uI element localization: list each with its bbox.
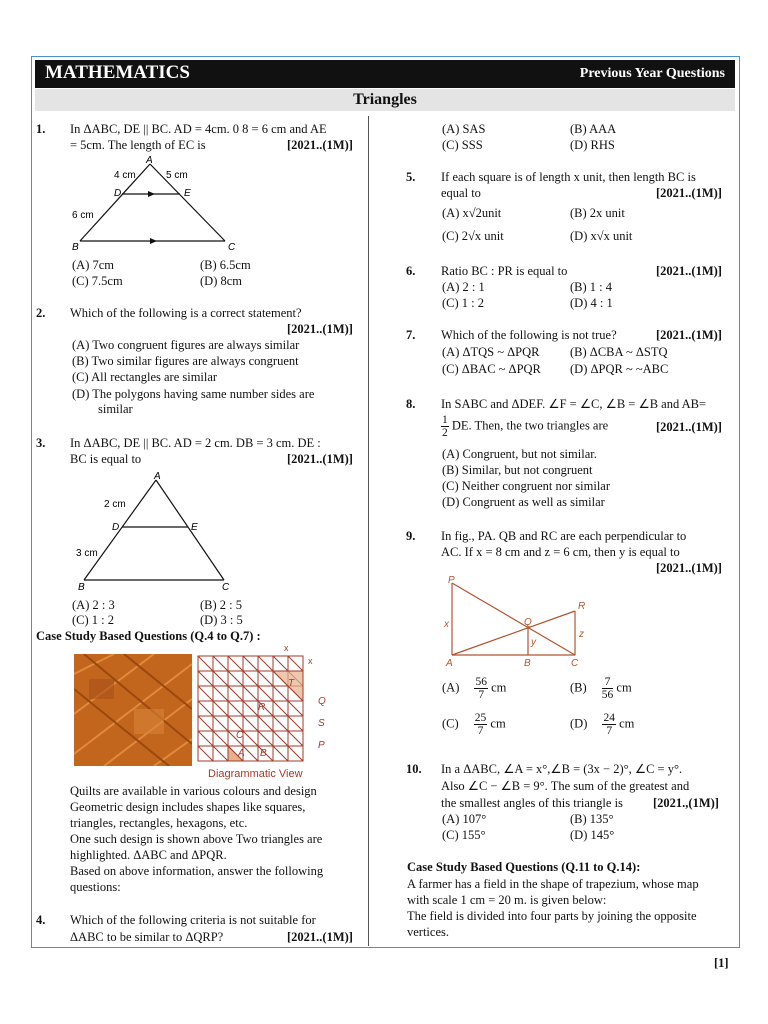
q10-text-line2: Also ∠C − ∠B = 9°. The sum of the greatest and [441, 779, 690, 793]
q9-option-d-denominator: 7 [606, 725, 613, 737]
q4-option-a: (A) SAS [442, 122, 486, 136]
q5-text-line1: If each square is of length x unit, then length BC is [441, 170, 696, 184]
q3-option-b: (B) 2 : 5 [200, 598, 243, 612]
diagram-label-b: B [260, 748, 267, 759]
q1-label-b: B [72, 242, 79, 253]
q7-number: 7. [406, 328, 416, 342]
q9-option-c [442, 712, 506, 737]
q9-label-y: y [531, 637, 536, 648]
diagram-label-q: Q [318, 696, 326, 707]
q1-triangle-figure [70, 154, 250, 256]
q3-label-c: C [222, 582, 230, 593]
chapter-title: Triangles [35, 89, 735, 111]
q2-option-d: (D) The polygons having same number sides are [72, 387, 315, 401]
quilt-diagram [196, 644, 346, 784]
q1-label-c: C [228, 242, 236, 253]
q3-number: 3. [36, 436, 46, 450]
q1-parallel-arrow-icon [150, 238, 157, 244]
header-tag: Previous Year Questions [579, 66, 725, 81]
q2-option-c: (C) All rectangles are similar [72, 370, 218, 384]
q9-option-d-fraction [602, 712, 616, 737]
q7-option-d: (D) ΔPQR ~ ~ABC [570, 362, 669, 376]
q3-label-b: B [78, 582, 85, 593]
q5-option-c: (C) 2√x unit [442, 229, 504, 243]
q2-option-d-cont: similar [98, 402, 133, 416]
q9-option-b-key: (B) [570, 680, 587, 695]
q9-label-a: A [446, 658, 453, 669]
case-study-1-line4: One such design is shown above Two triangles are [70, 832, 323, 846]
q10-option-d: (D) 145° [570, 828, 615, 842]
q3-option-c: (C) 1 : 2 [72, 613, 115, 627]
diagram-caption: Diagrammatic View [208, 768, 303, 780]
q5-text-line2: equal to [441, 186, 481, 200]
q9-label-z: z [579, 629, 584, 640]
q3-side-ab [84, 480, 156, 580]
q8-option-b: (B) Similar, but not congruent [442, 463, 593, 477]
q9-label-c: C [571, 658, 579, 669]
q10-option-c: (C) 155° [442, 828, 486, 842]
case-study-1-title: Case Study Based Questions (Q.4 to Q.7) : [36, 629, 261, 643]
q1-parallel-arrow-icon [148, 191, 155, 197]
case-study-1-line7: questions: [70, 880, 121, 894]
q2-option-a: (A) Two congruent figures are always similar [72, 338, 300, 352]
q2-option-b: (B) Two similar figures are always congruent [72, 354, 299, 368]
q5-number: 5. [406, 170, 416, 184]
case-study-2-line2: with scale 1 cm = 20 m. is given below: [407, 893, 607, 907]
q8-text-line1: In SABC and ΔDEF. ∠F = ∠C, ∠B = ∠B and AB= [441, 397, 707, 411]
q5-option-b: (B) 2x unit [570, 206, 625, 220]
column-divider [368, 116, 369, 946]
q6-option-c: (C) 1 : 2 [442, 296, 485, 310]
q3-year: [2021..(1M)] [287, 452, 353, 466]
q4-year: [2021..(1M)] [287, 930, 353, 944]
diagram-label-x-vertical: x [308, 656, 313, 666]
q4-option-b: (B) AAA [570, 122, 617, 136]
diagram-label-a: A [238, 748, 245, 759]
q9-label-r: R [578, 601, 586, 612]
q9-option-a-numerator: 56 [475, 676, 487, 688]
q5-year: [2021..(1M)] [656, 186, 722, 200]
q9-option-b [570, 676, 632, 701]
q9-label-p: P [448, 575, 455, 586]
quilt-photo [74, 654, 192, 766]
q9-text-line1: In fig., PA. QB and RC are each perpendicular to [441, 529, 687, 543]
q9-option-c-key: (C) [442, 716, 459, 731]
q5-option-a: (A) x√2unit [442, 206, 502, 220]
q9-option-c-unit: cm [490, 716, 506, 731]
q8-number: 8. [406, 397, 416, 411]
q1-label-d: D [114, 188, 122, 199]
q9-option-a [442, 676, 506, 701]
q9-year: [2021..(1M)] [656, 561, 722, 575]
page-number: [1] [714, 956, 729, 970]
q1-option-c: (C) 7.5cm [72, 274, 123, 288]
q3-label-ad: 2 cm [104, 499, 126, 510]
q3-triangle-figure [72, 470, 252, 596]
q10-option-a: (A) 107° [442, 812, 487, 826]
q8-option-c: (C) Neither congruent nor similar [442, 479, 611, 493]
q8-option-a: (A) Congruent, but not similar. [442, 447, 597, 461]
q10-year: [2021.,(1M)] [653, 796, 719, 810]
q10-option-b: (B) 135° [570, 812, 614, 826]
q2-year: [2021..(1M)] [287, 322, 353, 336]
q8-option-d: (D) Congruent as well as similar [442, 495, 605, 509]
diagram-label-c: C [236, 730, 244, 741]
case-study-2-line3: The field is divided into four parts by joining the opposite [407, 909, 697, 923]
q9-option-c-fraction [474, 712, 488, 737]
q8-text-line2 [441, 414, 608, 439]
q9-option-b-denominator: 56 [601, 689, 614, 701]
q4-text-line2: ΔABC to be similar to ΔQRP? [70, 930, 224, 944]
q8-text-line2-rest: DE. Then, the two triangles are [451, 418, 609, 433]
q2-text: Which of the following is a correct statement? [70, 306, 302, 320]
q6-text: Ratio BC : PR is equal to [441, 264, 568, 278]
q1-label-a: A [146, 155, 153, 166]
subject-title: MATHEMATICS [45, 62, 190, 83]
q1-option-a: (A) 7cm [72, 258, 114, 272]
q10-number: 10. [406, 762, 422, 776]
q9-option-b-numerator: 7 [602, 676, 614, 689]
q3-label-e: E [191, 522, 198, 533]
q6-number: 6. [406, 264, 416, 278]
q9-label-b: B [524, 658, 531, 669]
q1-text-line1: In ΔABC, DE || BC. AD = 4cm. 0 8 = 6 cm and AE [70, 122, 327, 136]
q10-text-line1: In a ΔABC, ∠A = x°,∠B = (3x − 2)°, ∠C = y°. [441, 762, 683, 776]
diagram-label-x: x [284, 644, 289, 653]
diagram-label-r: R [258, 702, 266, 713]
q9-option-c-denominator: 7 [477, 725, 484, 737]
q5-option-d: (D) x√x unit [570, 229, 633, 243]
q9-label-q: Q [524, 617, 532, 628]
q9-option-a-unit: cm [491, 680, 507, 695]
q4-text-line1: Which of the following criteria is not suitable for [70, 913, 316, 927]
q6-year: [2021..(1M)] [656, 264, 722, 278]
case-study-2-line4: vertices. [407, 925, 449, 939]
diagram-label-p: P [318, 740, 325, 751]
case-study-1-line6: Based on above information, answer the following [70, 864, 324, 878]
q1-label-e: E [184, 188, 191, 199]
case-study-1-line5: highlighted. ΔABC and ΔPQR. [70, 848, 227, 862]
q8-fraction-numerator: 1 [442, 414, 448, 426]
q1-year: [2021..(1M)] [287, 138, 353, 152]
case-study-2-title: Case Study Based Questions (Q.11 to Q.14): [407, 860, 641, 874]
q9-option-a-key: (A) [442, 680, 460, 695]
q9-text-line2: AC. If x = 8 cm and z = 6 cm, then y is equal to [441, 545, 680, 559]
q8-year: [2021..(1M)] [656, 420, 722, 434]
q9-option-b-fraction [602, 676, 614, 701]
q3-label-a: A [154, 471, 161, 482]
q1-label-db: 6 cm [72, 210, 94, 221]
q1-text-line2: = 5cm. The length of EC is [70, 138, 206, 152]
q3-option-a: (A) 2 : 3 [72, 598, 115, 612]
q6-option-d: (D) 4 : 1 [570, 296, 613, 310]
q7-year: [2021..(1M)] [656, 328, 722, 342]
q7-option-c: (C) ΔBAC ~ ΔPQR [442, 362, 541, 376]
q9-number: 9. [406, 529, 416, 543]
q4-option-c: (C) SSS [442, 138, 483, 152]
q4-option-d: (D) RHS [570, 138, 615, 152]
q9-option-a-fraction [474, 676, 488, 701]
q9-option-a-denominator: 7 [478, 689, 485, 701]
q6-option-a: (A) 2 : 1 [442, 280, 485, 294]
q9-option-d [570, 712, 634, 737]
q7-option-b: (B) ΔCBA ~ ΔSTQ [570, 345, 668, 359]
case-study-1-line1: Quilts are available in various colours and design [70, 784, 317, 798]
q1-option-d: (D) 8cm [200, 274, 242, 288]
q9-option-d-numerator: 24 [603, 712, 615, 724]
case-study-2-line1: A farmer has a field in the shape of trapezium, whose map [407, 877, 699, 891]
q8-fraction [441, 414, 449, 439]
q1-label-ad: 4 cm [114, 170, 136, 181]
case-study-1-line3: triangles, rectangles, hexagons, etc. [70, 816, 248, 830]
q9-label-x: x [444, 619, 449, 630]
q9-option-d-unit: cm [619, 716, 635, 731]
q6-option-b: (B) 1 : 4 [570, 280, 613, 294]
case-study-1-line2: Geometric design includes shapes like squares, [70, 800, 306, 814]
q3-label-d: D [112, 522, 120, 533]
q9-segment-pc [452, 583, 575, 655]
q4-number: 4. [36, 913, 46, 927]
q3-label-db: 3 cm [76, 548, 98, 559]
q9-option-b-unit: cm [616, 680, 632, 695]
q9-option-c-numerator: 25 [474, 712, 487, 724]
q9-option-d-key: (D) [570, 716, 588, 731]
q3-text-line1: In ΔABC, DE || BC. AD = 2 cm. DB = 3 cm. DE : [70, 436, 321, 450]
diagram-label-s: S [318, 718, 325, 729]
q9-figure [440, 575, 600, 670]
q1-label-ae: 5 cm [166, 170, 188, 181]
q3-side-ac [156, 480, 224, 580]
q10-text-line3: the smallest angles of this triangle is [441, 796, 623, 810]
q8-fraction-denominator: 2 [442, 427, 448, 439]
q3-option-d: (D) 3 : 5 [200, 613, 243, 627]
q1-number: 1. [36, 122, 46, 136]
diagram-label-t: T [288, 678, 295, 689]
q1-option-b: (B) 6.5cm [200, 258, 251, 272]
q2-number: 2. [36, 306, 46, 320]
q7-option-a: (A) ΔTQS ~ ΔPQR [442, 345, 540, 359]
q7-text: Which of the following is not true? [441, 328, 617, 342]
q9-segment-ar [452, 611, 575, 655]
q3-text-line2: BC is equal to [70, 452, 142, 466]
header-bar [35, 60, 735, 88]
